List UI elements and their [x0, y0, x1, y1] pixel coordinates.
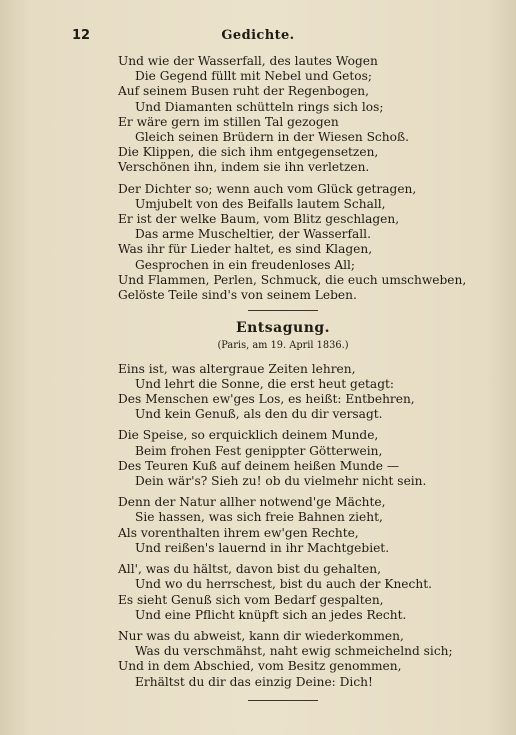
verse-line: Eins ist, was altergraue Zeiten lehren, [118, 361, 356, 376]
stanza [118, 495, 448, 556]
verse-line: Was du verschmähst, naht ewig schmeichelnd sich; [135, 644, 453, 659]
verse-line: Umjubelt von des Beifalls lautem Schall, [135, 196, 386, 211]
verse-line: Nur was du abweist, kann dir wiederkommen, [118, 628, 404, 643]
verse-line: Des Teuren Kuß auf deinem heißen Munde — [118, 458, 400, 473]
verse-line: Und in dem Abschied, vom Besitz genommen, [118, 659, 402, 674]
verse-line: Er ist der welke Baum, vom Blitz geschlagen, [118, 212, 400, 227]
running-head: Gedichte. [221, 28, 295, 43]
verse-line: Das arme Muscheltier, der Wasserfall. [135, 227, 371, 242]
verse-line: Was ihr für Lieder haltet, es sind Klagen, [118, 242, 373, 257]
stanza [118, 54, 448, 176]
verse-line: Und lehrt die Sonne, die erst heut getagt: [135, 376, 395, 391]
verse-line: Und Flammen, Perlen, Schmuck, die euch umschweben, [118, 272, 467, 287]
verse-line: Es sieht Genuß sich vom Bedarf gespalten, [118, 592, 384, 607]
end-divider [248, 700, 318, 701]
stanza [118, 628, 453, 690]
verse-line: Gleich seinen Brüdern in der Wiesen Schoß. [135, 130, 409, 145]
verse-line: Beim frohen Fest genippter Götterwein, [135, 443, 383, 458]
verse-line: Der Dichter so; wenn auch vom Glück getragen, [118, 181, 417, 196]
poem-2 [118, 320, 453, 689]
poem-date: (Paris, am 19. April 1836.) [217, 340, 349, 352]
verse-line: Als vorenthalten ihrem ew'gen Rechte, [118, 525, 359, 540]
poem-1 [118, 54, 467, 303]
verse-line: Und reißen's lauernd in ihr Machtgebiet. [135, 540, 390, 555]
verse-line: Die Klippen, die sich ihm entgegensetzen, [118, 145, 379, 160]
verse-line: Und wie der Wasserfall, des lautes Wogen [118, 54, 378, 68]
verse-line: All', was du hältst, davon bist du gehalten, [118, 562, 381, 577]
verse-line: Die Gegend füllt mit Nebel und Getos; [135, 69, 372, 84]
verse-line: Sie hassen, was sich freie Bahnen zieht, [135, 510, 383, 525]
verse-line: Denn der Natur allher notwend'ge Mächte, [118, 495, 386, 510]
verse-line: Verschönen ihn, indem sie ihn verletzen. [118, 160, 370, 175]
stanza [118, 428, 448, 489]
verse-line: Die Speise, so erquicklich deinem Munde, [118, 428, 379, 443]
verse-line: Des Menschen ew'ges Los, es heißt: Entbehren, [118, 392, 415, 407]
verse-line: Dein wär's? Sieh zu! ob du vielmehr nicht sein. [135, 474, 427, 489]
poem-title: Entsagung. [235, 320, 331, 337]
verse-line: Und kein Genuß, als den du dir versagt. [135, 407, 383, 422]
verse-line: Auf seinem Busen ruht der Regenbogen, [118, 84, 370, 99]
stanza [118, 181, 467, 304]
page-number: 12 [72, 28, 91, 43]
stanza [118, 562, 448, 623]
page-text [118, 54, 467, 711]
verse-line: Und wo du herrschest, bist du auch der Knecht. [135, 577, 432, 592]
verse-line: Und eine Pflicht knüpft sich an jedes Recht. [135, 607, 407, 622]
verse-line: Erhältst du dir das einzig Deine: Dich! [135, 674, 373, 689]
verse-line: Er wäre gern im stillen Tal gezogen [118, 114, 339, 129]
section-divider [248, 310, 318, 311]
stanza [118, 362, 448, 423]
verse-line: Und Diamanten schütteln rings sich los; [135, 99, 384, 114]
verse-line: Gelöste Teile sind's von seinem Leben. [118, 288, 357, 303]
verse-line: Gesprochen in ein freudenloses All; [135, 257, 356, 272]
